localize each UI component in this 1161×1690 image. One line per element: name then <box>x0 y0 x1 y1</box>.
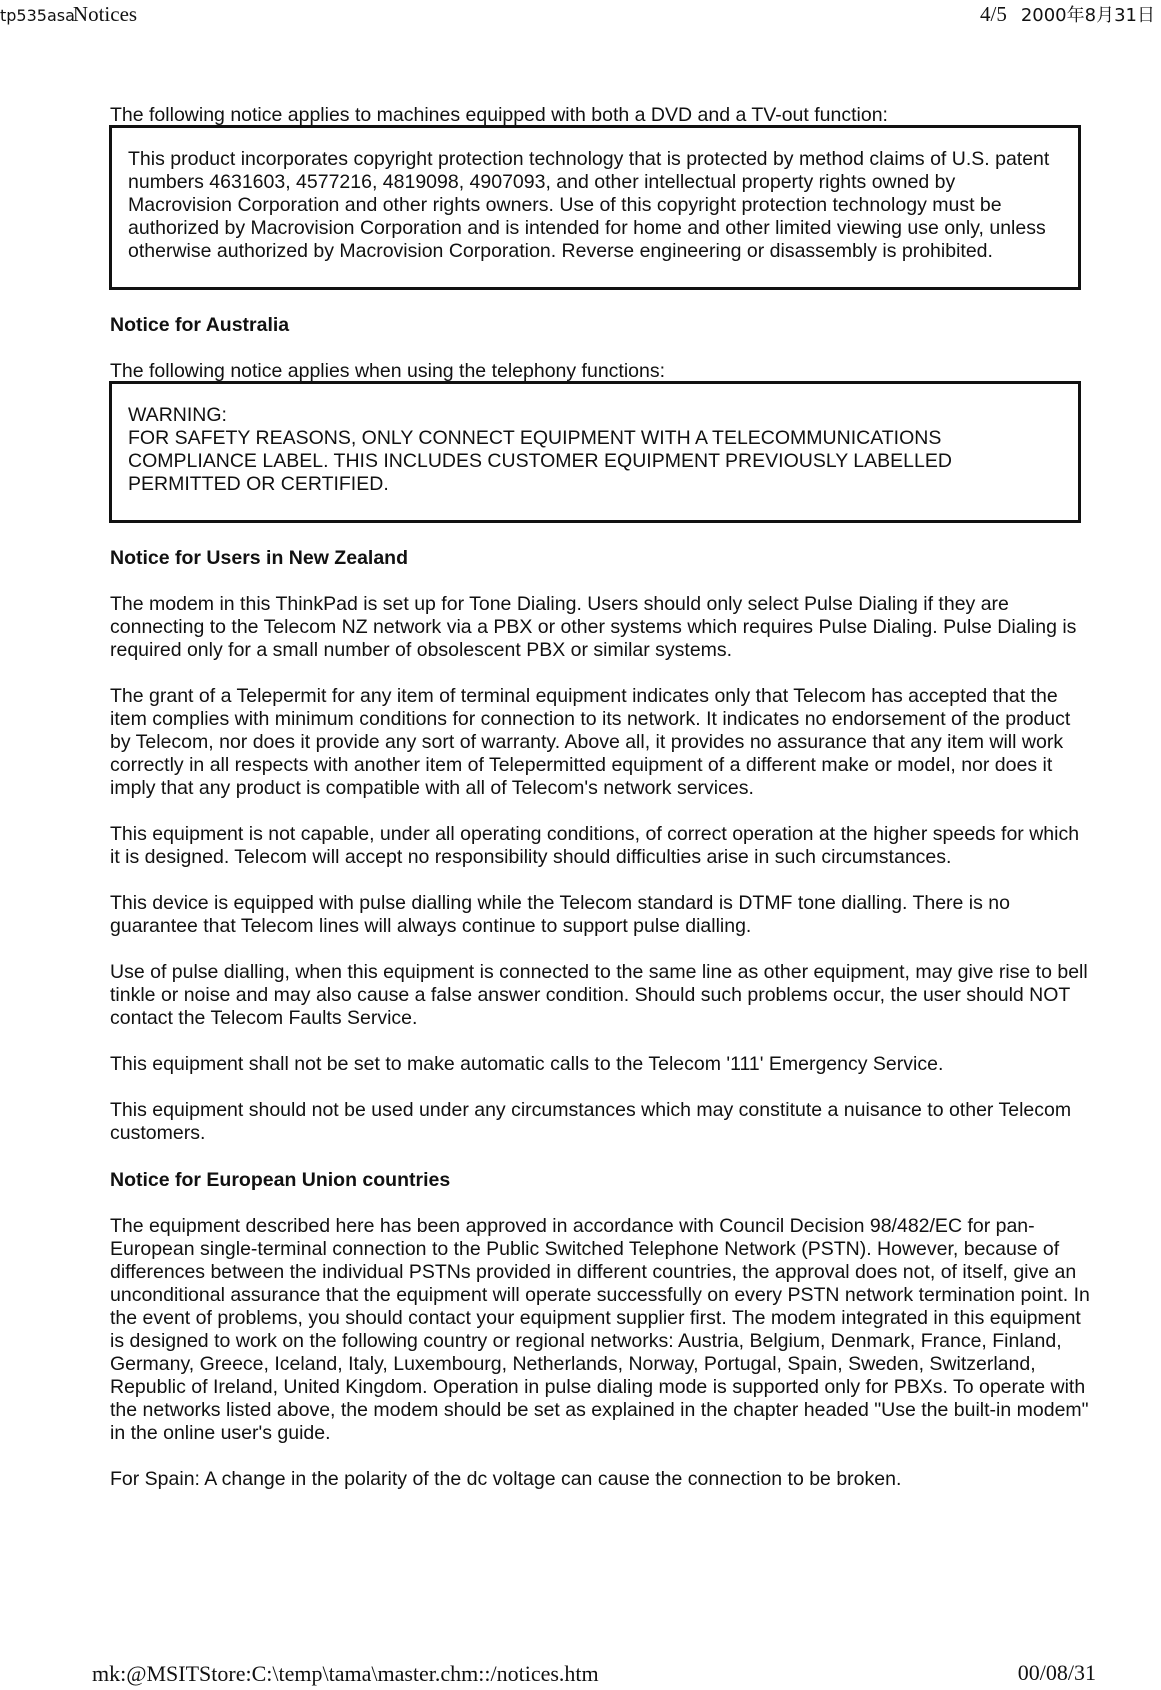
nz-paragraph: This equipment shall not be set to make automatic calls to the Telecom '111' Emergency Service. <box>110 1053 944 1075</box>
document-body <box>110 104 1090 1491</box>
dvd-notice-lead: The following notice applies to machines equipped with both a DVD and a TV-out function: <box>110 104 888 126</box>
document-title: Notices <box>72 2 138 26</box>
header-date: 2000年8月31日 <box>1020 5 1155 26</box>
warning-title: WARNING: <box>128 404 227 426</box>
australia-warning-box <box>109 381 1081 523</box>
heading-new-zealand: Notice for Users in New Zealand <box>110 547 408 569</box>
heading-eu: Notice for European Union countries <box>110 1169 451 1191</box>
dvd-notice-text: This product incorporates copyright protection technology that is protected by method claims of U.S. patent numbers 4631603, 4577216, 4819098, 4907093, and other intellectual property rights owned by Macrovision Corporation and other rights owners. Use of this copyright protection technology must be authorized by Macrovision Corporation and is intended for home and other limited viewing use only, unless otherwise authorized by Macrovision Corporation. Reverse engineering or disassembly is prohibited. <box>128 148 1050 262</box>
heading-australia: Notice for Australia <box>110 314 290 336</box>
footer-url: mk:@MSITStore:C:\temp\tama\master.chm::/notices.htm <box>92 1661 599 1686</box>
footer-date: 00/08/31 <box>1017 1660 1096 1685</box>
nz-paragraph: The grant of a Telepermit for any item of terminal equipment indicates only that Telecom has accepted that the item complies with minimum conditions for connection to its network. It indicates no endorsement of the product by Telecom, nor does it provide any sort of warranty. Above all, it provides no assurance that any item will work correctly in all respects with another item of Telepermitted equipment of a different make or model, nor does it imply that any product is compatible with all of Telecom's network services. <box>110 685 1071 799</box>
dvd-notice-box <box>109 125 1081 290</box>
nz-paragraph: Use of pulse dialling, when this equipment is connected to the same line as other equipment, may give rise to bell tinkle or noise and may also cause a false answer condition. Should such problems occur, the user should NOT contact the Telecom Faults Service. <box>110 961 1088 1029</box>
eu-paragraph: The equipment described here has been approved in accordance with Council Decision 98/482/EC for pan-European single-terminal connection to the Public Switched Telephone Network (PSTN). However, because of differences between the individual PSTNs provided in different countries, the approval does not, of itself, give an unconditional assurance that the equipment will operate successfully on every PSTN network termination point. In the event of problems, you should contact your equipment supplier first. The modem integrated in this equipment is designed to work on the following country or regional networks: Austria, Belgium, Denmark, France, Finland, Germany, Greece, Iceland, Italy, Luxembourg, Netherlands, Norway, Portugal, Spain, Sweden, Switzerland, Republic of Ireland, United Kingdom. Operation in pulse dialing mode is supported only for PBXs. To operate with the networks listed above, the modem should be set as explained in the chapter headed "Use the built-in modem" in the online user's guide. <box>110 1215 1090 1444</box>
page-indicator: 4/5 <box>979 2 1007 26</box>
nz-paragraph: This device is equipped with pulse dialling while the Telecom standard is DTMF tone dialling. There is no guarantee that Telecom lines will always continue to support pulse dialling. <box>110 892 1010 937</box>
warning-text: FOR SAFETY REASONS, ONLY CONNECT EQUIPMENT WITH A TELECOMMUNICATIONS COMPLIANCE LABEL. THIS INCLUDES CUSTOMER EQUIPMENT PREVIOUSLY LABELLED PERMITTED OR CERTIFIED. <box>128 427 952 495</box>
australia-notice-lead: The following notice applies when using the telephony functions: <box>110 360 666 382</box>
nz-paragraph: This equipment is not capable, under all operating conditions, of correct operation at the higher speeds for which it is designed. Telecom will accept no responsibility should difficulties arise in such circumstances. <box>110 823 1080 868</box>
nz-paragraph: The modem in this ThinkPad is set up for Tone Dialing. Users should only select Pulse Dialing if they are connecting to the Telecom NZ network via a PBX or other systems which requires Pulse Dialing. Pulse Dialing is required only for a small number of obsolescent PBX or similar systems. <box>110 593 1077 661</box>
page-header-left <box>0 2 137 28</box>
page-header-right <box>980 2 1155 28</box>
nz-paragraph: This equipment should not be used under any circumstances which may constitute a nuisance to other Telecom customers. <box>110 1099 1072 1144</box>
eu-paragraph: For Spain: A change in the polarity of the dc voltage can cause the connection to be broken. <box>110 1468 902 1490</box>
document-code: tp535asa <box>0 6 75 25</box>
